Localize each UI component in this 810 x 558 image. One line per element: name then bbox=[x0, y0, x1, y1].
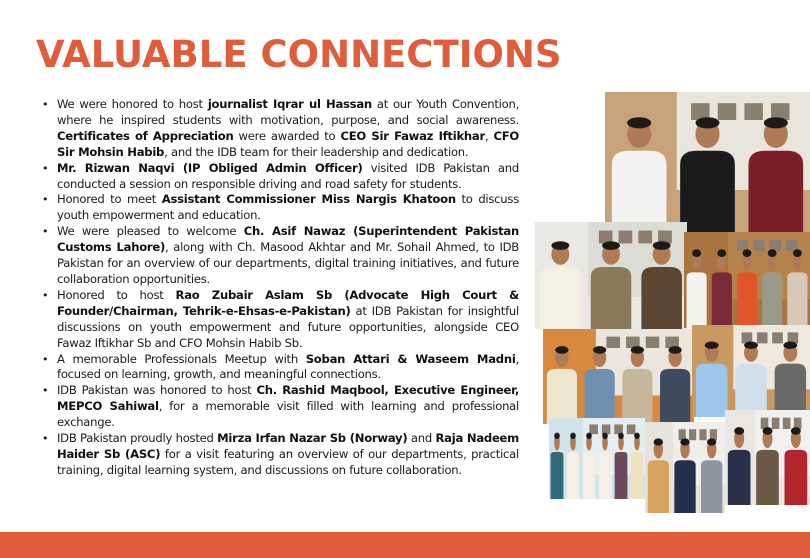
person-body bbox=[547, 369, 577, 424]
body-text: A memorable Professionals Meetup with bbox=[57, 351, 306, 366]
person-hair bbox=[627, 117, 651, 128]
person-hair bbox=[631, 346, 644, 354]
bullet-icon: • bbox=[42, 352, 49, 366]
body-text: were awarded to bbox=[233, 128, 341, 143]
person-body bbox=[599, 452, 612, 499]
person-hair bbox=[791, 427, 801, 435]
person-body bbox=[696, 364, 727, 417]
photo-mepco-visit bbox=[692, 325, 810, 417]
person-hair bbox=[555, 346, 568, 354]
list-item bbox=[42, 431, 519, 479]
photo-three-men-office bbox=[605, 92, 810, 232]
wall-frame bbox=[602, 424, 611, 434]
highlight-text: journalist Iqrar ul Hassan bbox=[207, 97, 372, 111]
wall-frame bbox=[689, 429, 696, 440]
person-body bbox=[775, 364, 806, 417]
connections-list bbox=[38, 97, 519, 479]
highlight-text: Certificates of Appreciation bbox=[57, 128, 234, 143]
photo-commissioner-meeting bbox=[684, 232, 810, 328]
body-text: visited IDB Pakistan and conducted a session on responsible driving and road safety for students. bbox=[57, 160, 519, 191]
person-hair bbox=[695, 117, 719, 128]
wall-frame bbox=[753, 240, 764, 252]
body-text: at our Youth Convention, where he inspired students with motivation, purpose, and social awareness. bbox=[57, 97, 520, 127]
person-hair bbox=[593, 346, 606, 354]
person-hair bbox=[618, 433, 624, 439]
body-text: , and the IDB team for their leadership and dedication. bbox=[164, 144, 469, 159]
person-hair bbox=[668, 346, 681, 354]
person-body bbox=[585, 369, 615, 424]
photo-advocate-visit bbox=[543, 329, 694, 424]
person-hair bbox=[653, 241, 671, 250]
person-hair bbox=[793, 249, 802, 257]
person-hair bbox=[744, 342, 758, 349]
person-body bbox=[615, 452, 628, 499]
highlight-text: Raja Nadeem Haider Sb (ASC) bbox=[57, 431, 519, 461]
person-hair bbox=[602, 241, 620, 250]
bullet-icon: • bbox=[42, 98, 49, 111]
person-body bbox=[591, 267, 632, 329]
bullet-icon: • bbox=[42, 161, 49, 175]
page-title: VALUABLE CONNECTIONS bbox=[36, 33, 562, 76]
bullet-icon: • bbox=[42, 225, 49, 239]
photo-norway-visit bbox=[645, 422, 725, 513]
body-text: , focused on learning, growth, and meaningful connections. bbox=[57, 351, 519, 382]
person-hair bbox=[692, 249, 701, 257]
person-hair bbox=[554, 433, 560, 439]
person-hair bbox=[768, 249, 777, 257]
wall-frame bbox=[619, 231, 633, 244]
bullet-icon: • bbox=[42, 384, 49, 398]
wall-frame bbox=[783, 418, 791, 429]
list-item bbox=[42, 192, 519, 224]
person-body bbox=[785, 450, 808, 505]
person-body bbox=[567, 452, 580, 499]
photo-customs-visit bbox=[535, 222, 687, 329]
person-hair bbox=[654, 438, 663, 445]
wall-frame bbox=[646, 337, 660, 348]
highlight-text: CEO Sir Fawaz Iftikhar bbox=[340, 128, 485, 143]
person-body bbox=[728, 450, 751, 505]
person-hair bbox=[634, 433, 640, 439]
person-body bbox=[787, 272, 807, 328]
person-body bbox=[680, 151, 735, 232]
wall-frame bbox=[627, 424, 636, 434]
person-hair bbox=[680, 438, 689, 445]
wall-frame bbox=[718, 103, 736, 120]
person-hair bbox=[717, 249, 726, 257]
body-text: Honored to host bbox=[57, 287, 176, 302]
person-body bbox=[712, 272, 732, 328]
person-hair bbox=[783, 342, 797, 349]
bullet-icon: • bbox=[42, 193, 49, 207]
person-body bbox=[687, 272, 707, 328]
body-text: for a visit featuring an overview of our departments, practical training, digital learning system, and discussions on future collaboration. bbox=[57, 446, 519, 477]
photo-asc-visit bbox=[725, 410, 810, 505]
wall-frame bbox=[606, 337, 620, 348]
wall-frame bbox=[757, 332, 768, 343]
person-hair bbox=[764, 117, 788, 128]
bullet-icon: • bbox=[42, 288, 49, 302]
wall-frame bbox=[699, 429, 706, 440]
body-text: and bbox=[407, 431, 436, 446]
wall-frame bbox=[638, 231, 652, 244]
body-text: at IDB Pakistan for insightful discussions on youth empowerment and future opportunities, alongside CEO Fawaz Iftikhar Sb and CFO Mohsin Habib Sb. bbox=[57, 303, 519, 350]
highlight-text: Ch. Asif Nawaz (Superintendent Pakistan Customs Lahore) bbox=[57, 224, 519, 255]
highlight-text: Soban Attari & Waseem Madni bbox=[305, 351, 516, 366]
person-body bbox=[551, 452, 564, 499]
body-text: IDB Pakistan was honored to host bbox=[57, 383, 257, 398]
person-body bbox=[756, 450, 779, 505]
body-text: , bbox=[484, 128, 494, 143]
person-hair bbox=[570, 433, 576, 439]
body-text: We were honored to host bbox=[57, 97, 208, 111]
photo-collage bbox=[530, 85, 810, 525]
highlight-text: Mirza Irfan Nazar Sb (Norway) bbox=[217, 431, 408, 446]
person-body bbox=[735, 364, 766, 417]
wall-frame bbox=[772, 332, 783, 343]
highlight-text: Rao Zubair Aslam Sb (Advocate High Court & Founder/Chairman, Tehrik-e-Ehsas-e-Pakistan) bbox=[57, 287, 519, 318]
person-hair bbox=[707, 438, 716, 445]
person-hair bbox=[734, 427, 744, 435]
body-text: to discuss youth empowerment and education. bbox=[57, 192, 519, 223]
wall-frame bbox=[589, 424, 598, 434]
person-body bbox=[612, 151, 667, 232]
person-body bbox=[540, 267, 581, 329]
list-item bbox=[42, 160, 519, 193]
body-text: , for a memorable visit filled with learning and professional exchange. bbox=[57, 399, 519, 430]
body-text: We were pleased to welcome bbox=[57, 224, 244, 239]
person-body bbox=[674, 460, 695, 513]
person-body bbox=[762, 272, 782, 328]
person-body bbox=[583, 452, 596, 499]
wall-frame bbox=[744, 103, 762, 120]
person-body bbox=[648, 460, 669, 513]
list-item bbox=[42, 287, 519, 352]
list-item bbox=[42, 351, 519, 384]
footer-bar bbox=[0, 532, 810, 558]
person-hair bbox=[586, 433, 592, 439]
body-text: IDB Pakistan proudly hosted bbox=[57, 431, 218, 446]
person-hair bbox=[551, 241, 569, 250]
person-hair bbox=[743, 249, 752, 257]
person-body bbox=[660, 369, 690, 424]
list-item bbox=[42, 383, 519, 431]
highlight-text: Assistant Commissioner Miss Nargis Khatoon bbox=[161, 192, 456, 207]
list-item bbox=[42, 224, 519, 288]
list-item bbox=[42, 97, 520, 161]
wall-frame bbox=[772, 418, 780, 429]
person-body bbox=[749, 151, 804, 232]
person-body bbox=[631, 452, 644, 499]
highlight-text: CFO Sir Mohsin Habib bbox=[57, 128, 520, 159]
body-text: , along with Ch. Masood Akhtar and Mr. Sohail Ahmed, to IDB Pakistan for an overview of our departments, digital training initiatives, and future collaboration opportunities. bbox=[57, 240, 519, 286]
highlight-text: Mr. Rizwan Naqvi (IP Obliged Admin Officer) bbox=[57, 160, 363, 175]
highlight-text: Ch. Rashid Maqbool, Executive Engineer, MEPCO Sahiwal bbox=[57, 383, 519, 414]
person-body bbox=[622, 369, 652, 424]
photo-professionals-meetup bbox=[549, 418, 645, 499]
body-text: Honored to meet bbox=[57, 192, 162, 207]
person-hair bbox=[705, 342, 719, 349]
person-hair bbox=[763, 427, 773, 435]
person-body bbox=[701, 460, 722, 513]
person-hair bbox=[602, 433, 608, 439]
wall-frame bbox=[786, 240, 797, 252]
bullet-icon: • bbox=[42, 432, 49, 446]
person-body bbox=[641, 267, 682, 329]
person-body bbox=[737, 272, 757, 328]
